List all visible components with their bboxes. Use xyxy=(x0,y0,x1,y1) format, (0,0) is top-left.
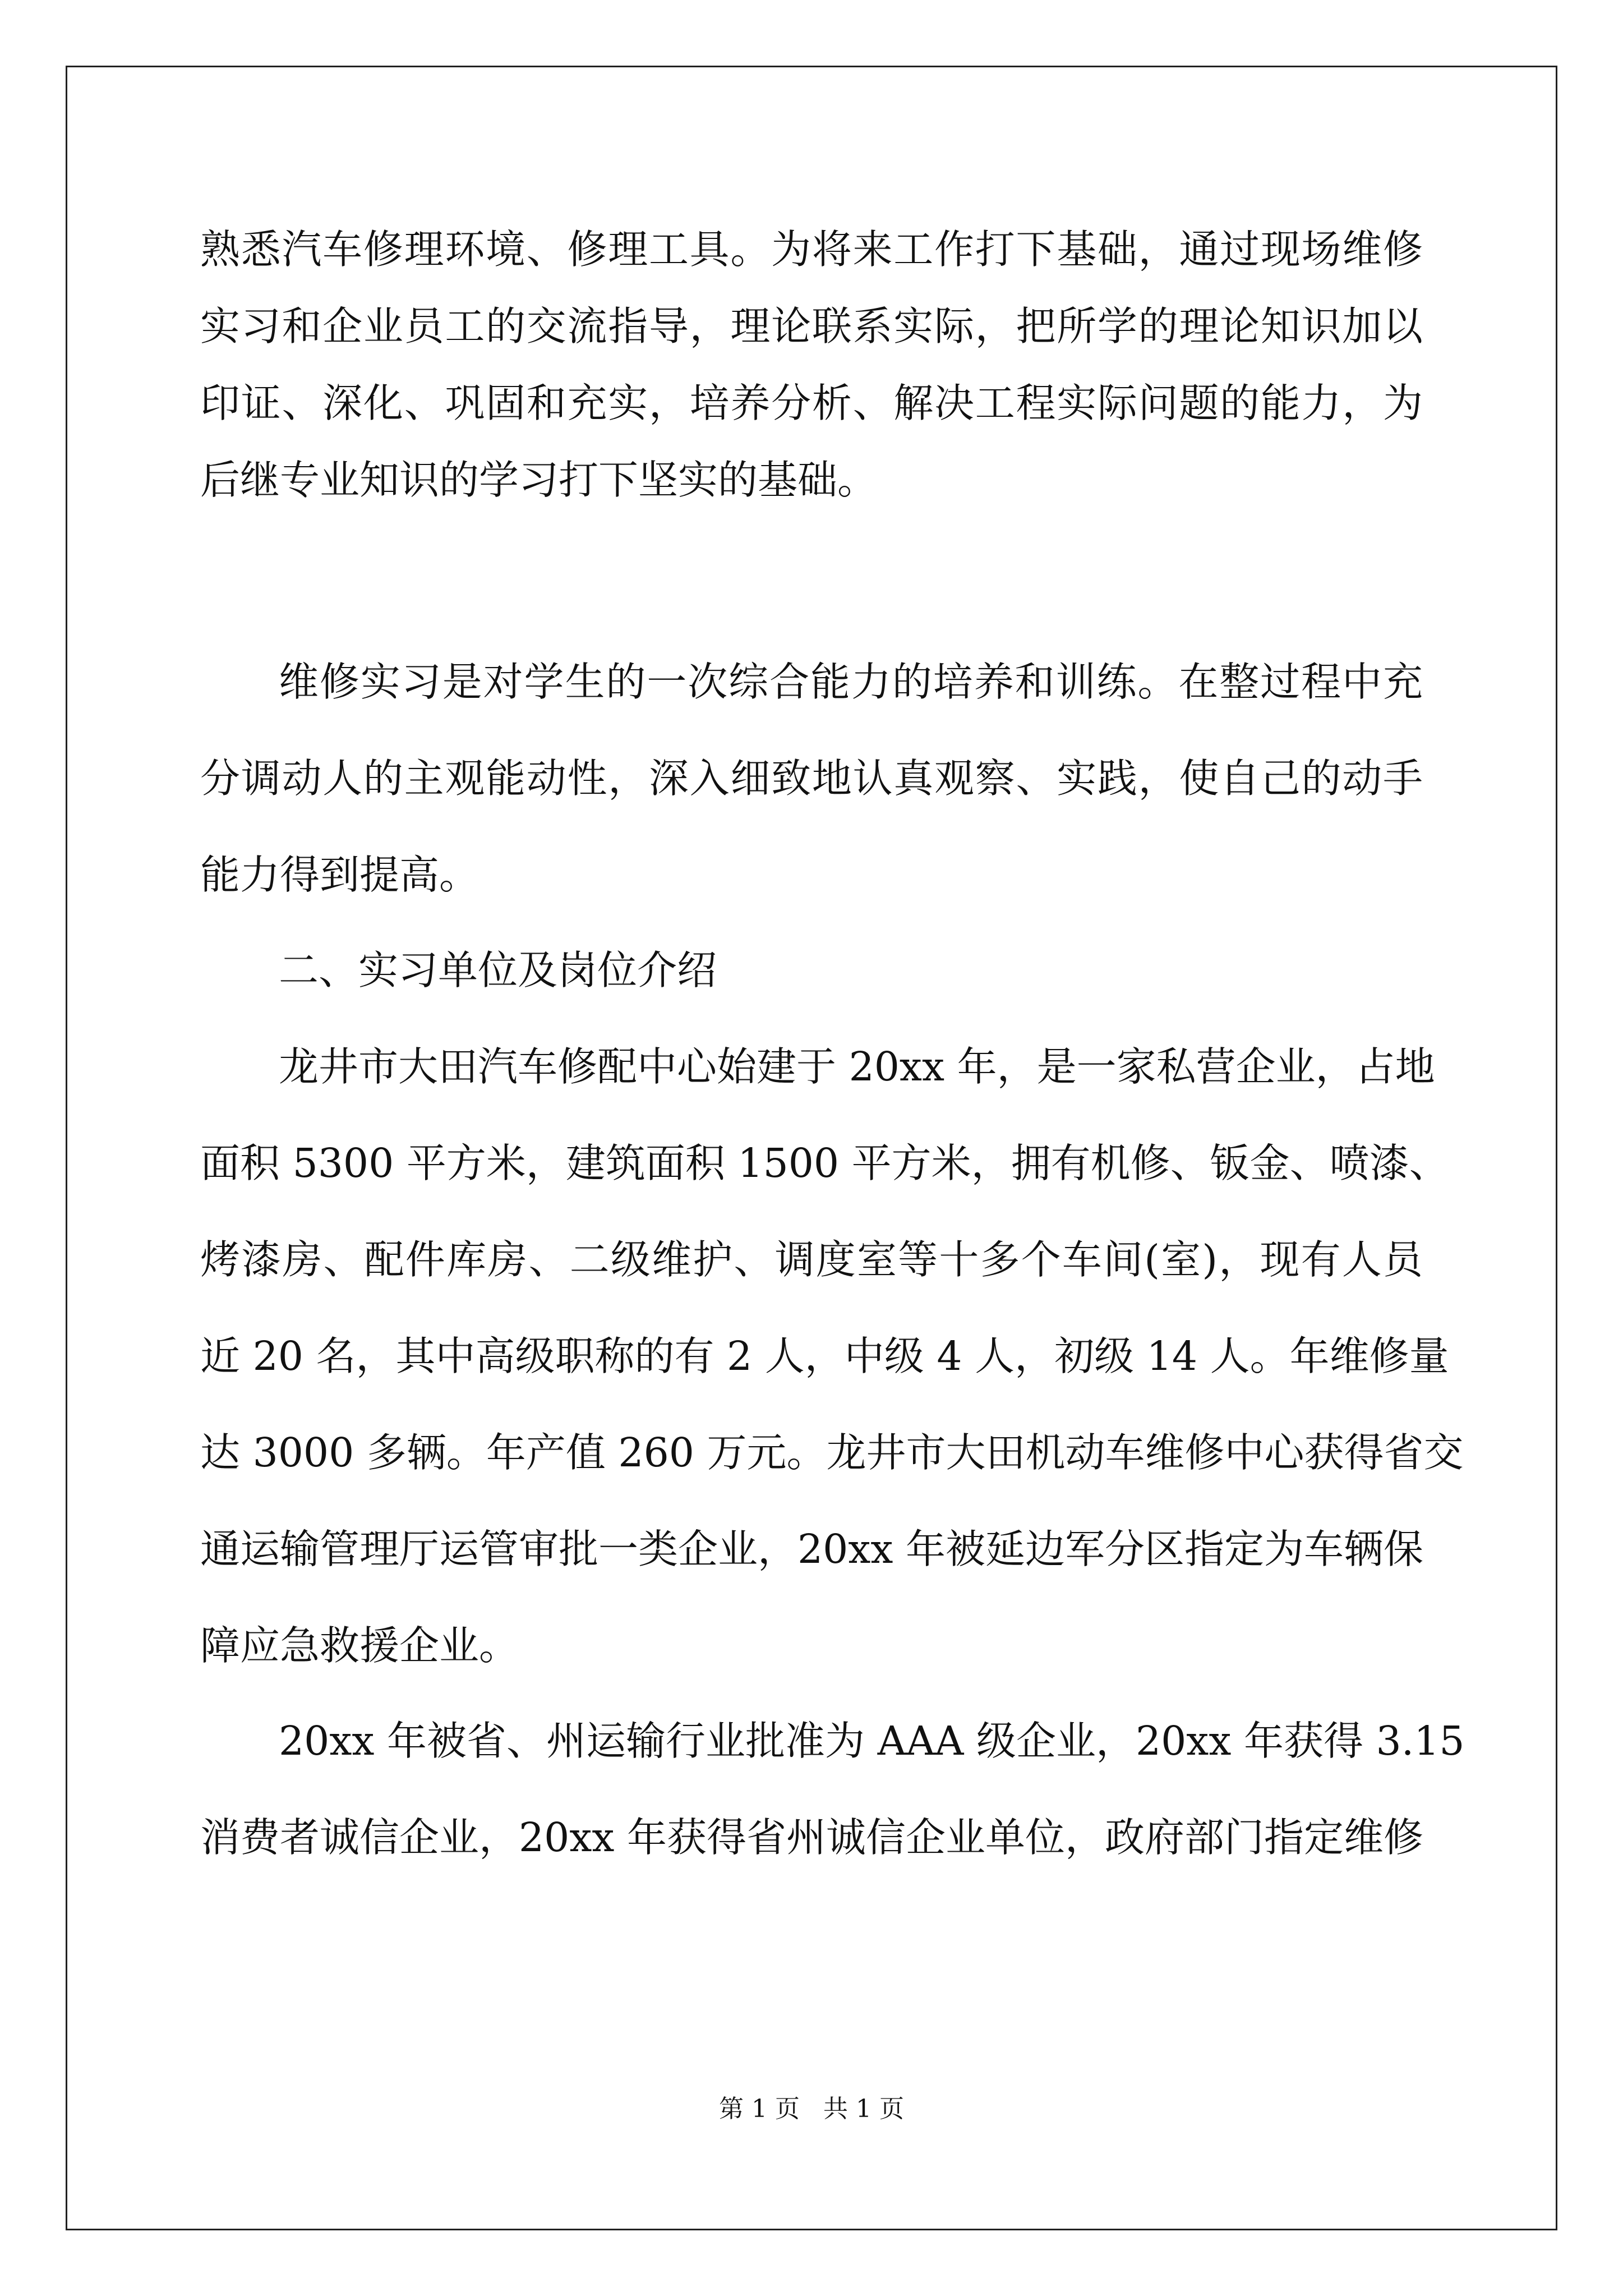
paragraph-line: 维修实习是对学生的一次综合能力的培养和训练。在整过程中充 xyxy=(279,659,1423,705)
paragraph-line: 障应急救援企业。 xyxy=(200,1622,519,1669)
paragraph-line: 通运输管理厅运管审批一类企业，20xx 年被延边军分区指定为车辆保 xyxy=(200,1526,1423,1572)
paragraph-line: 熟悉汽车修理环境、修理工具。为将来工作打下基础，通过现场维修 xyxy=(200,226,1423,273)
page-number: 第 1 页 xyxy=(719,2095,800,2123)
footer-spacer xyxy=(800,2095,823,2123)
section-heading: 二、实习单位及岗位介绍 xyxy=(279,947,717,993)
paragraph-line: 烤漆房、配件库房、二级维护、调度室等十多个车间(室)，现有人员 xyxy=(200,1236,1423,1283)
paragraph-line: 面积 5300 平方米，建筑面积 1500 平方米，拥有机修、钣金、喷漆、 xyxy=(200,1140,1449,1186)
paragraph-line: 近 20 名，其中高级职称的有 2 人，中级 4 人，初级 14 人。年维修量 xyxy=(200,1333,1449,1379)
paragraph-line: 分调动人的主观能动性，深入细致地认真观察、实践，使自己的动手 xyxy=(200,755,1423,802)
paragraph-line: 后继专业知识的学习打下坚实的基础。 xyxy=(200,457,878,503)
paragraph-line: 消费者诚信企业，20xx 年获得省州诚信企业单位，政府部门指定维修 xyxy=(200,1814,1423,1861)
page-footer xyxy=(0,2092,1623,2126)
paragraph-line: 实习和企业员工的交流指导，理论联系实际，把所学的理论知识加以 xyxy=(200,303,1423,349)
page-total: 共 1 页 xyxy=(823,2095,904,2123)
paragraph-line: 达 3000 多辆。年产值 260 万元。龙井市大田机动车维修中心获得省交 xyxy=(200,1429,1464,1476)
paragraph-line: 能力得到提高。 xyxy=(200,852,479,898)
paragraph-line: 龙井市大田汽车修配中心始建于 20xx 年，是一家私营企业，占地 xyxy=(279,1043,1435,1090)
paragraph-line: 印证、深化、巩固和充实，培养分析、解决工程实际问题的能力，为 xyxy=(200,380,1423,426)
paragraph-line: 20xx 年被省、州运输行业批准为 AAA 级企业，20xx 年获得 3.15 xyxy=(279,1718,1465,1764)
